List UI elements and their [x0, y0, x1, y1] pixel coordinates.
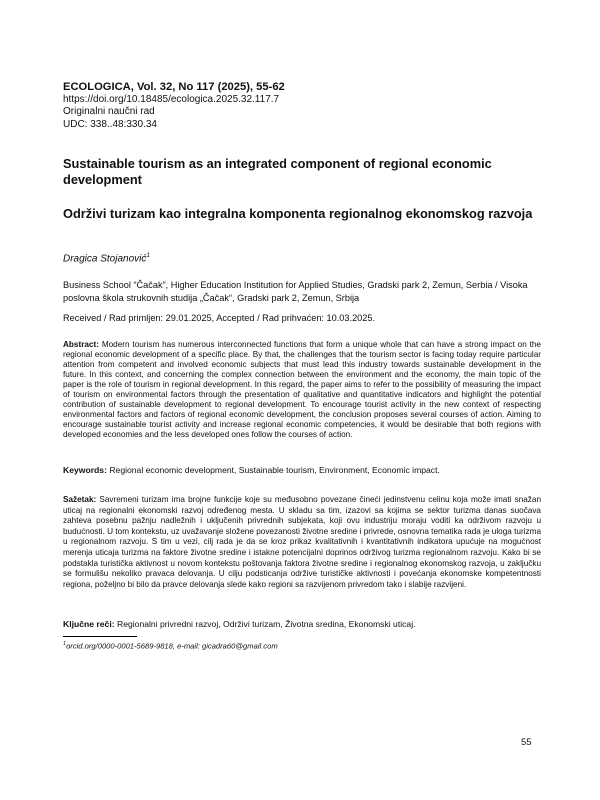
page-number: 55 [521, 737, 532, 748]
article-type: Originalni naučni rad [63, 106, 155, 118]
author-name: Dragica Stojanović [63, 253, 147, 265]
sazetak [63, 495, 541, 590]
author [63, 252, 541, 264]
title-english: Sustainable tourism as an integrated component of regional economic development [63, 156, 492, 187]
udc-code: UDC: 338..48:330.34 [63, 118, 157, 130]
footnote-text: orcid.org/0000-0001-5689-9818, e-mail: gicadra60@gmail.com [66, 641, 278, 651]
abstract-label: Abstract: [63, 340, 99, 349]
title-serbian: Održivi turizam kao integralna komponenta regionalnog ekonomskog razvoja [63, 206, 533, 221]
kljucne-reci [63, 619, 541, 629]
kljucne-text: Regionalni privredni razvoj, Održivi turizam, Životna sredina, Ekonomski uticaj. [116, 619, 416, 629]
keywords [63, 465, 541, 475]
footnote [63, 641, 541, 651]
footnote-divider [63, 636, 137, 637]
abstract [63, 340, 541, 440]
doi-link[interactable]: https://doi.org/10.18485/ecologica.2025.32.117.7 [63, 94, 280, 105]
author-footnote-mark: 1 [146, 252, 150, 259]
keywords-text: Regional economic development, Sustainable tourism, Environment, Economic impact. [109, 465, 440, 475]
abstract-text: Modern tourism has numerous interconnected functions that form a unique whole that can have a strong impact on the regional economic development of a specific place. By that, the challenges that the tourism sector is facing today require particular attention from competent and involved economic subjects that must lead this industry towards sustainable development in the future. In this context, and concerning the complex connection between the environment and the economy, the main topic of the paper is the role of tourism in regional development. In this regard, the paper aims to refer to the possibility of measuring the impact of tourism on environmental factors through the presentation of qualitative and quantitative indicators and highlight the potential contribution of sustainable development to regional development. To encourage tourist activity in the new context of respecting environmental factors and factors of regional economic development, the conclusion proposes several courses of action. Aiming to encourage sustainable tourist activity and increase regional economic competencies, it would be desirable that both regions with developed economies and the less developed ones follow the courses of action. [63, 340, 541, 440]
sazetak-label: Sažetak: [63, 495, 97, 504]
sazetak-text: Savremeni turizam ima brojne funkcije koje su međusobno povezane čineći jedinstvenu celinu koja može imati snažan uticaj na regionalni ekonomski razvoj određenog mesta. U skladu sa tim, izazovi sa kojima se sektor turizma danas suočava zahteva posebnu pažnju nadležnih i uključenih privrednih subjekata, koji ovu industriju moraju voditi ka održivom razvoju u budućnosti. U tom kontekstu, uz uvažavanje složene povezanosti životne sredine i privrede, osnovna tematika rada je uloga turizma u regionalnom razvoju. S tim u vezi, cilj rada je da se kroz prikaz kvalitativnih i kvantitativnih indikatora upućuje na mogućnost merenja uticaja turizma na faktore životne sredine i istakne potencijalni doprinos održivog turizma regionalnom razvoju. Kako bi se podstakla turistička aktivnost u novom kontekstu poštovanja faktora životne sredine i regionalnog ekonomskog razvoja, u zaključku se formulišu nekoliko pravaca delovanja. U cilju podsticanja održive turističke aktivnosti i povećanja ekonomske kompetentnosti regiona, poželjno bi bilo da pravce delovanja slede kako regioni sa razvijenom privredom tako i slabije razvijeni. [63, 495, 541, 589]
journal-header [63, 81, 541, 131]
journal-title: ECOLOGICA, Vol. 32, No 117 (2025), 55-62 [63, 81, 285, 93]
footnote-mark: 1 [63, 641, 67, 647]
affiliation: Business School “Čačak”, Higher Education Institution for Applied Studies, Gradski park 2, Zemun, Serbia / Visoka poslovna škola strukovnih studija „Čačak“, Gradski park 2, Zemun, Srbija [63, 280, 528, 304]
keywords-label: Keywords: [63, 465, 107, 475]
received-accepted-dates: Received / Rad primljen: 29.01.2025, Accepted / Rad prihvaćen: 10.03.2025. [63, 313, 376, 323]
kljucne-label: Ključne reči: [63, 619, 115, 629]
